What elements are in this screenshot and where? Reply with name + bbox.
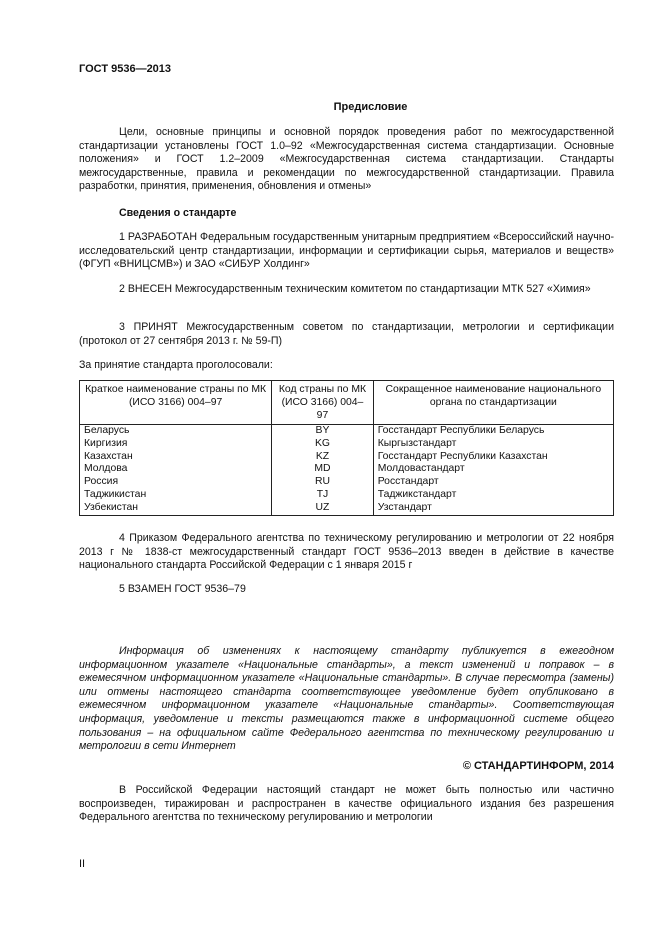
intro-paragraph [79,126,614,194]
agency-cell: Росстандарт [373,476,613,489]
copyright-line: © СТАНДАРТИНФОРМ, 2014 [462,760,614,772]
item-3-block [79,321,614,348]
item-1-text: 1 РАЗРАБОТАН Федеральным государственным унитарным предприятием «Всероссийский научно-исследовательский центр стандартизации, информации и сертификации сырья, материалов и веществ» (ФГУП «ВНИЦСМВ») и ЗАО «СИБУР Холдинг» [79,231,614,271]
agency-cell: Таджикстандарт [373,489,613,502]
agency-cell: Кыргызстандарт [373,438,613,451]
item-2-block [79,283,614,297]
country-cell: Казахстан [80,451,272,464]
item-5-block [79,583,614,597]
code-cell: TJ [272,489,373,502]
item-4-text: 4 Приказом Федерального агентства по техническому регулированию и метрологии от 22 ноября 2013 г № 1838-ст межгосударственный стандарт ГОСТ 9536–2013 введен в действие в качестве национального стандарта Российской Федерации с 1 января 2015 г [79,532,614,572]
country-cell: Россия [80,476,272,489]
agency-cell: Узстандарт [373,502,613,515]
document-code-header: ГОСТ 9536—2013 [79,63,172,75]
page-number: II [79,858,86,870]
table-row [80,476,614,489]
agency-cell: Госстандарт Республики Беларусь [373,425,613,438]
table-row [80,425,614,438]
table-header-code: Код страны по МК (ИСО 3166) 004–97 [272,381,373,425]
agency-cell: Госстандарт Республики Казахстан [373,451,613,464]
item-2-text: 2 ВНЕСЕН Межгосударственным техническим комитетом по стандартизации МТК 527 «Химия» [119,283,591,295]
code-cell: MD [272,463,373,476]
info-notice-text: Информация об изменениях к настоящему стандарту публикуется в ежегодном информационном указателе «Национальные стандарты», а текст изменений и поправок – в ежемесячном информационном указателе «Национальные стандарты». В случае пересмотра (замены) или отмены настоящего стандарта соответствующее уведомление будет опубликовано в ежемесячном информационном указателе «Национальные стандарты». Соответствующая информация, уведомление и тексты размещаются также в информационной системе общего пользования – на официальном сайте Федерального агентства по техническому регулированию и метрологии в сети Интернет [79,645,614,753]
table-header-country: Краткое наименование страны по МК (ИСО 3166) 004–97 [80,381,272,425]
rights-block [79,784,614,825]
member-states-table [79,380,614,516]
agency-cell: Молдовастандарт [373,463,613,476]
table-header-row [80,381,614,425]
info-notice-block [79,645,614,754]
country-cell: Киргизия [80,438,272,451]
voted-block [79,359,614,373]
table-header-agency: Сокращенное наименование национального органа по стандартизации [373,381,613,425]
code-cell: KG [272,438,373,451]
item-4-block [79,532,614,573]
voted-text: За принятие стандарта проголосовали: [79,359,273,371]
item-3-text: 3 ПРИНЯТ Межгосударственным советом по стандартизации, метрологии и сертификации (протокол от 27 сентября 2013 г. № 59-П) [79,321,614,347]
code-cell: BY [272,425,373,438]
country-cell: Узбекистан [80,502,272,515]
table-row [80,451,614,464]
table-row [80,502,614,515]
item-5-text: 5 ВЗАМЕН ГОСТ 9536–79 [119,583,246,595]
table-row [80,489,614,502]
code-cell: KZ [272,451,373,464]
table-row [80,438,614,451]
preface-title: Предисловие [333,101,408,113]
table-row [80,463,614,476]
rights-text: В Российской Федерации настоящий стандарт не может быть полностью или частично воспроизведен, тиражирован и распространен в качестве официального издания без разрешения Федерального агентства по техническому регулированию и метрологии [79,784,614,824]
item-1-block [79,231,614,272]
intro-text: Цели, основные принципы и основной порядок проведения работ по межгосударственной стандартизации установлены ГОСТ 1.0–92 «Межгосударственная система стандартизации. Основные положения» и ГОСТ 1.2–2009 «Межгосударственная система стандартизации. Стандарты межгосударственные, правила и рекомендации по межгосударственной стандартизации. Правила разработки, принятия, применения, обновления и отмены» [79,126,614,193]
code-cell: UZ [272,502,373,515]
country-cell: Молдова [80,463,272,476]
info-heading-block [79,207,614,221]
country-cell: Беларусь [80,425,272,438]
info-heading: Сведения о стандарте [119,207,237,219]
code-cell: RU [272,476,373,489]
country-cell: Таджикистан [80,489,272,502]
